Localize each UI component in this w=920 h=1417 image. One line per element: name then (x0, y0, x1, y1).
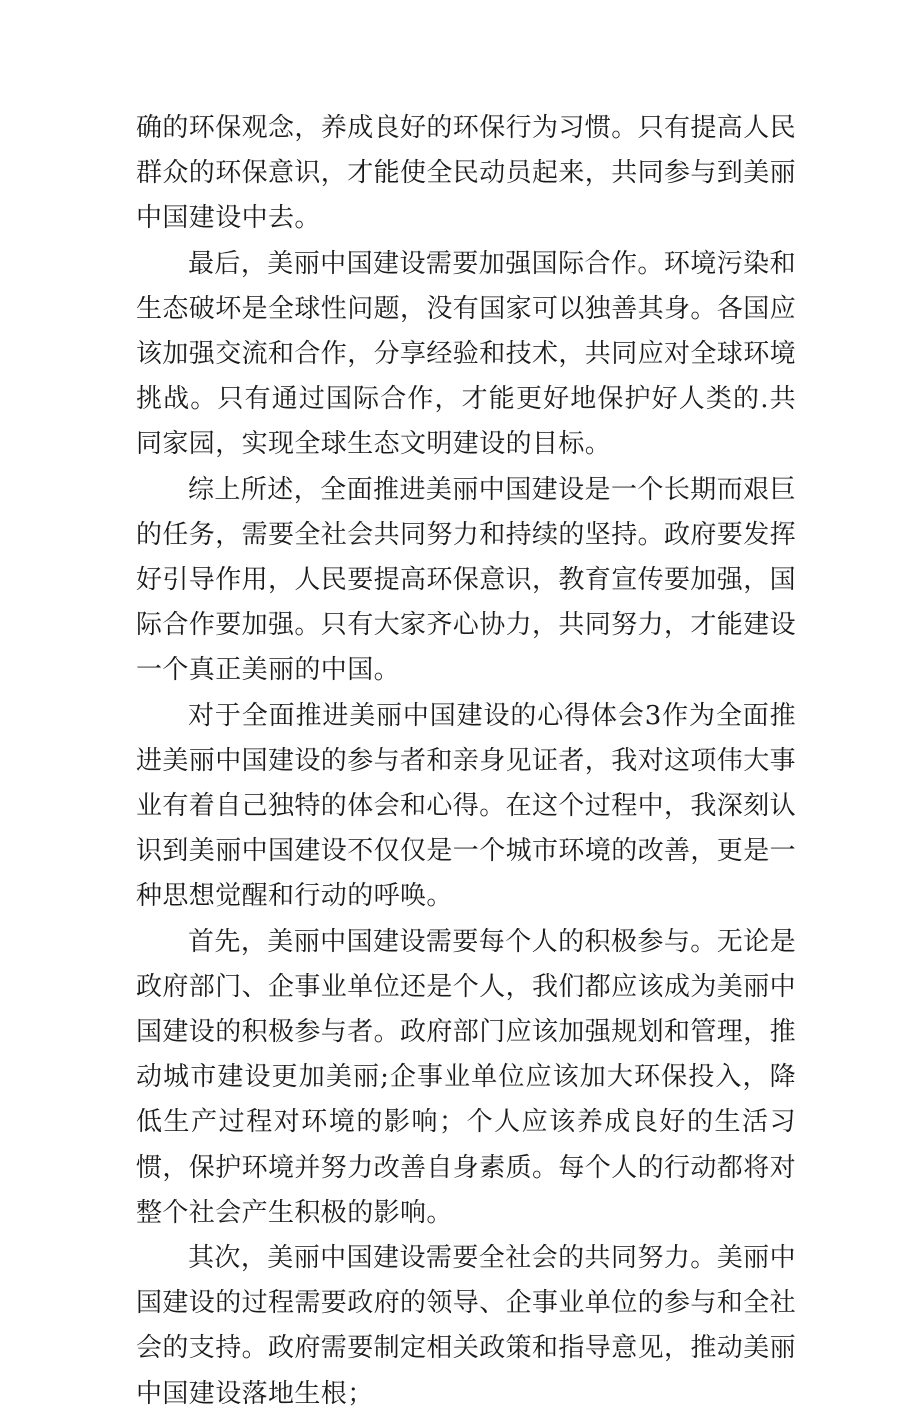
document-body (136, 106, 796, 1417)
paragraph-5: 首先，美丽中国建设需要每个人的积极参与。无论是政府部门、企事业单位还是个人，我们都应该成为美丽中国建设的积极参与者。政府部门应该加强规划和管理，推动城市建设更加美丽;企事业单位应该加大环保投入，降低生产过程对环境的影响；个人应该养成良好的生活习惯，保护环境并努力改善自身素质。每个人的行动都将对整个社会产生积极的影响。 (136, 926, 797, 1228)
paragraph-6: 其次，美丽中国建设需要全社会的共同努力。美丽中国建设的过程需要政府的领导、企事业单位的参与和全社会的支持。政府需要制定相关政策和指导意见，推动美丽中国建设落地生根； (136, 1243, 797, 1409)
paragraph-2: 最后，美丽中国建设需要加强国际合作。环境污染和生态破坏是全球性问题，没有国家可以独善其身。各国应该加强交流和合作，分享经验和技术，共同应对全球环境挑战。只有通过国际合作，才能更好地保护好人类的.共同家园，实现全球生态文明建设的目标。 (136, 248, 797, 460)
paragraph-3: 综上所述，全面推进美丽中国建设是一个长期而艰巨的任务，需要全社会共同努力和持续的坚持。政府要发挥好引导作用，人民要提高环保意识，教育宣传要加强，国际合作要加强。只有大家齐心协力，共同努力，才能建设一个真正美丽的中国。 (136, 474, 797, 686)
paragraph-1: 确的环保观念，养成良好的环保行为习惯。只有提高人民群众的环保意识，才能使全民动员起来，共同参与到美丽中国建设中去。 (136, 113, 797, 234)
paragraph-4: 对于全面推进美丽中国建设的心得体会3作为全面推进美丽中国建设的参与者和亲身见证者，我对这项伟大事业有着自己独特的体会和心得。在这个过程中，我深刻认识到美丽中国建设不仅仅是一个城市环境的改善，更是一种思想觉醒和行动的呼唤。 (136, 700, 797, 912)
